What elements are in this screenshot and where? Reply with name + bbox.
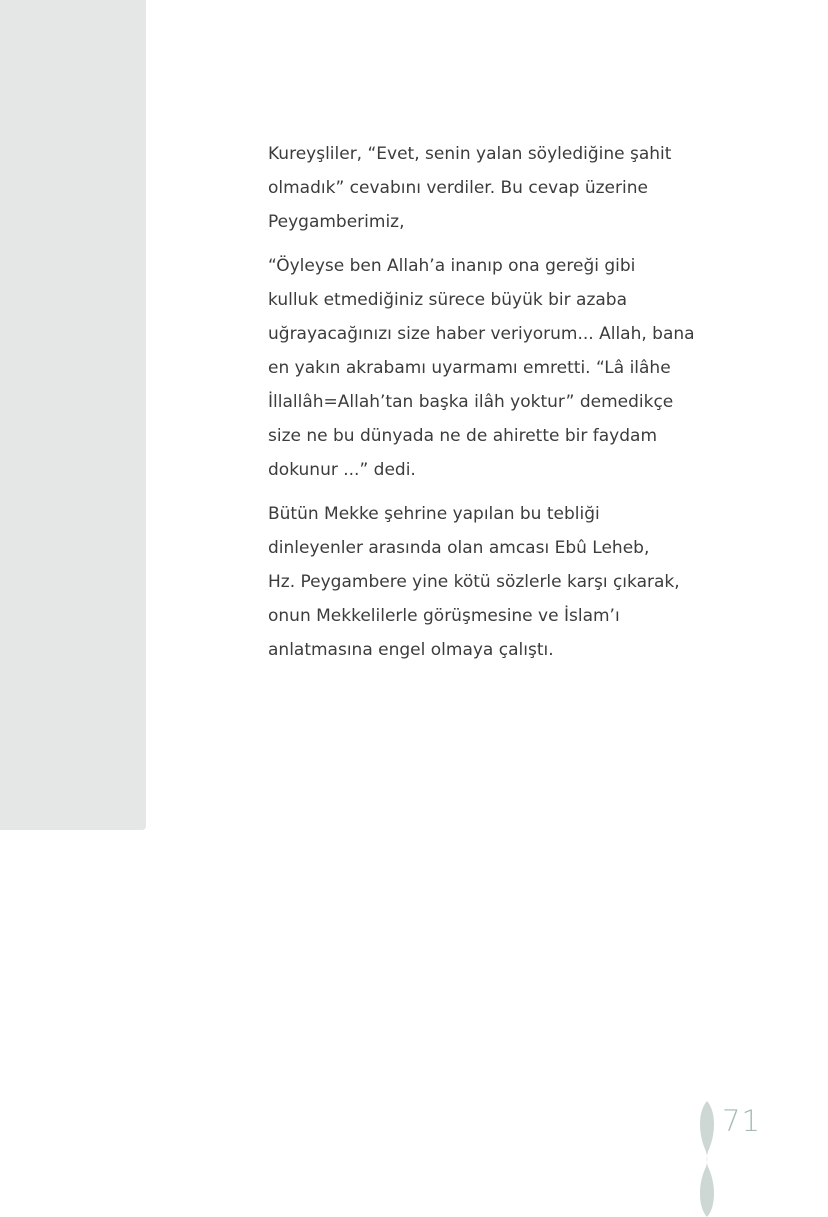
paragraph-3: Bütün Mekke şehrine yapılan bu tebliği dinleyenler arasında olan amcası Ebû Leheb, Hz. Peygambere yine kötü sözlerle karşı çıkarak, onun Mekkelilerle görüşmesine ve İslam’ı anlatmasına engel olmaya çalıştı. [268, 504, 680, 660]
side-panel [0, 0, 146, 830]
paragraph-2: “Öyleyse ben Allah’a inanıp ona gereği gibi kulluk etmediğiniz sürece büyük bir azaba uğrayacağınızı size haber veriyorum... Allah, bana en yakın akrabamı uyarmamı emretti. “Lâ ilâhe İllallâh=Allah’tan başka ilâh yoktur” demedikçe size ne bu dünyada ne de ahirette bir faydam dokunur ...” dedi. [268, 256, 695, 480]
page-ornament-icon [696, 1101, 718, 1217]
body-text [268, 137, 708, 677]
paragraph-1: Kureyşliler, “Evet, senin yalan söylediğine şahit olmadık” cevabını verdiler. Bu cevap üzerine Peygamberimiz, [268, 144, 672, 232]
page-number: 71 [722, 1104, 761, 1138]
